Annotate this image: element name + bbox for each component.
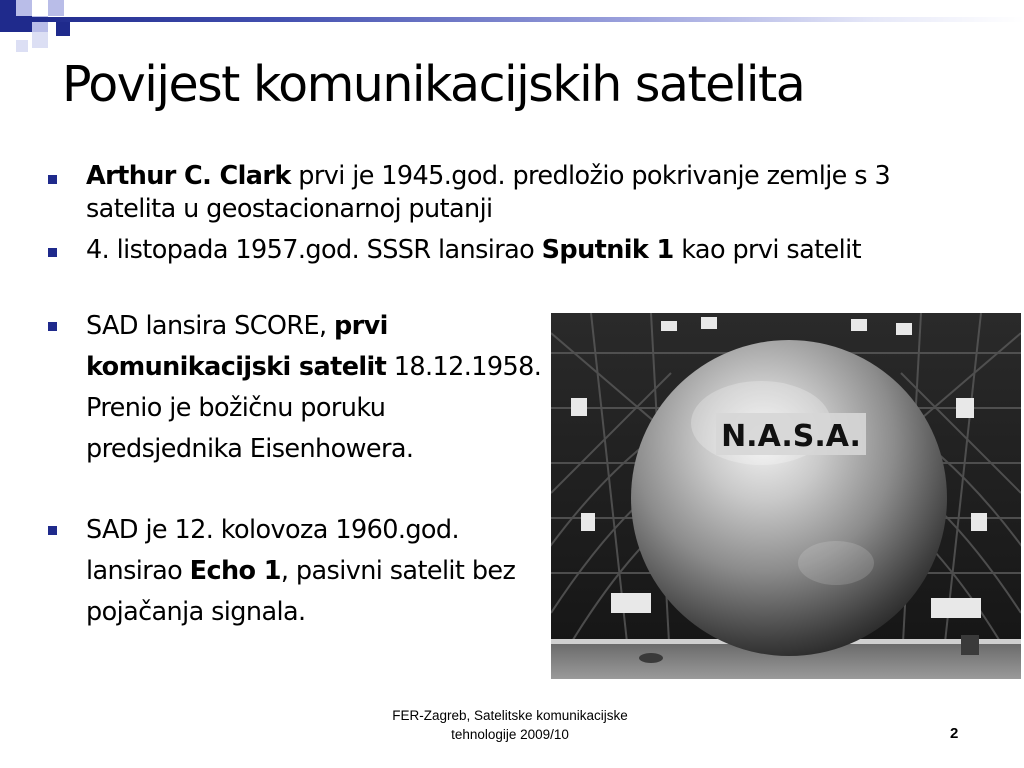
slide-title: Povijest komunikacijskih satelita (62, 56, 805, 113)
footer (360, 706, 660, 744)
bullet-marker (48, 248, 57, 257)
bullet-item-echo (86, 510, 556, 633)
corner-square-decoration (0, 0, 16, 16)
bullet-item-score (86, 306, 546, 470)
footer-line: FER-Zagreb, Satelitske komunikacijske (392, 708, 628, 723)
bullet-text: prvi je 1945.god. predložio pokrivanje zemlje s 3 satelita u geostacionarnoj putanji (86, 161, 891, 224)
corner-square-decoration (16, 40, 28, 52)
title-rule (30, 17, 1024, 22)
bullet-text: 18.12.1958. Prenio je božičnu poruku predsjednika Eisenhowera. (86, 352, 542, 464)
bullet-text: 4. listopada 1957.god. SSSR lansirao (86, 235, 542, 265)
bullet-marker (48, 526, 57, 535)
bullet-marker (48, 322, 57, 331)
bullet-item-clarke (86, 160, 966, 226)
corner-square-decoration (56, 22, 70, 36)
bullet-bold-text: Echo 1 (189, 556, 281, 586)
corner-square-decoration (16, 0, 32, 16)
bullet-marker (48, 175, 57, 184)
bullet-bold-text: Sputnik 1 (541, 235, 674, 265)
corner-square-decoration (0, 16, 16, 32)
corner-square-decoration (48, 0, 64, 16)
bullet-bold-text: Arthur C. Clark (86, 161, 291, 191)
page-number: 2 (950, 725, 959, 742)
bullet-bold-text: prvi komunikacijski satelit (86, 311, 388, 382)
echo-balloon-photo (551, 313, 1021, 679)
bullet-text: kao prvi satelit (673, 235, 861, 265)
footer-line: tehnologije 2009/10 (451, 727, 569, 742)
bullet-text: SAD je 12. kolovoza 1960.god. lansirao (86, 515, 460, 586)
balloon-label: N.A.S.A. (721, 419, 861, 454)
corner-square-decoration (32, 32, 48, 48)
bullet-text: , pasivni satelit bez pojačanja signala. (86, 556, 516, 627)
bullet-item-sputnik (86, 234, 966, 267)
bullet-text: SAD lansira SCORE, (86, 311, 335, 341)
